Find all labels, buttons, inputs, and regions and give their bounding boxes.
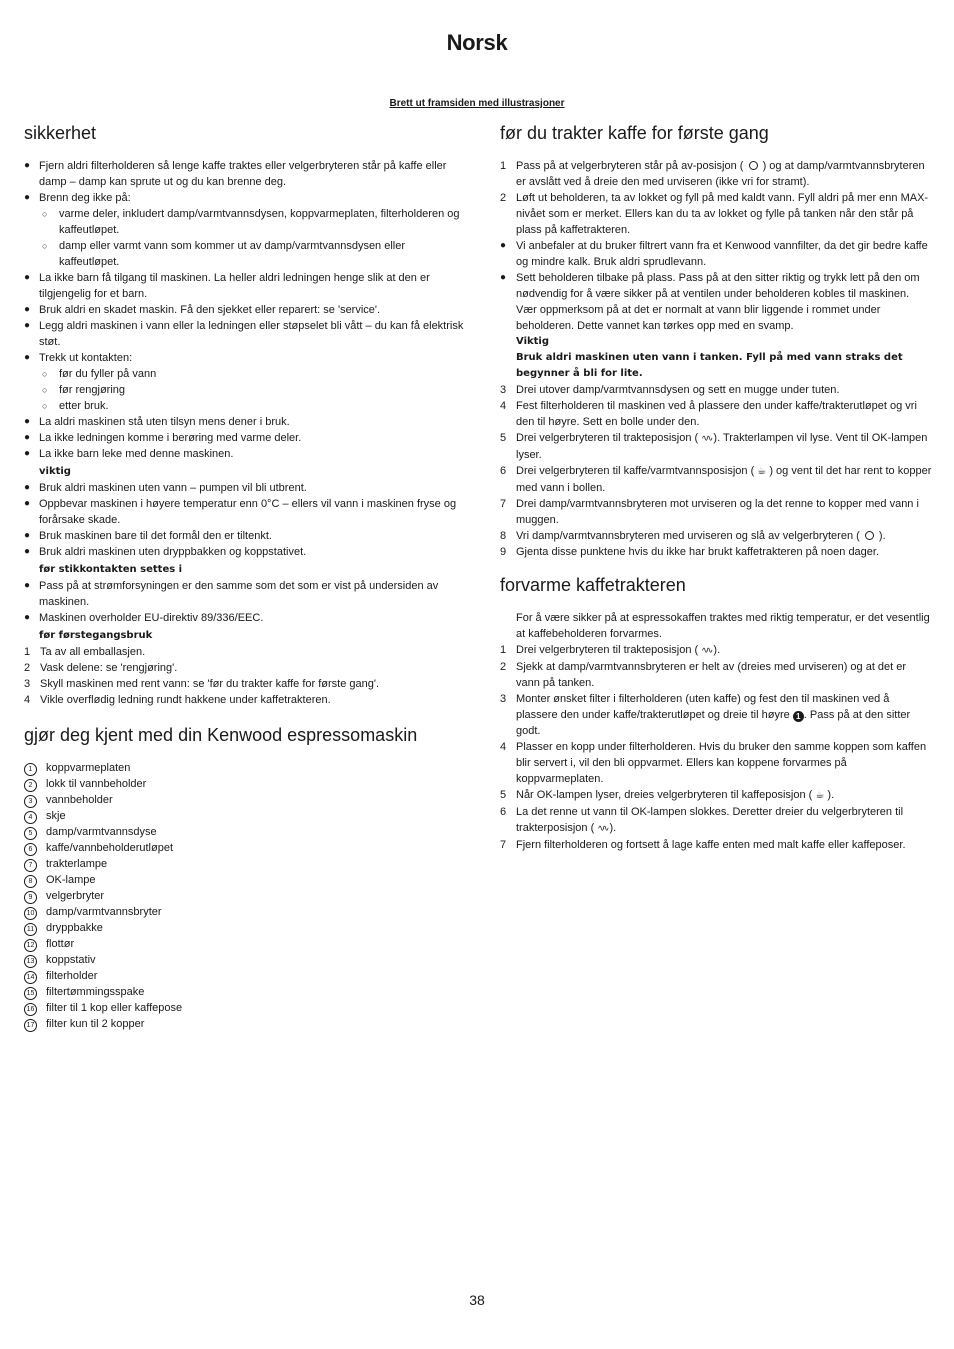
part-item xyxy=(24,824,464,840)
part-number xyxy=(24,872,46,888)
part-label: filter til 1 kop eller kaffepose xyxy=(46,1002,183,1014)
part-item xyxy=(24,792,464,808)
step-number: 5 xyxy=(500,432,507,444)
item-text: Drei velgerbryteren til trakteposisjon ( ∿∿ ). xyxy=(516,642,932,659)
list-item xyxy=(500,528,932,544)
item-text: Brenn deg ikke på: xyxy=(39,192,131,204)
part-label: filterholder xyxy=(46,970,98,982)
list-item xyxy=(24,206,464,238)
part-number-circle: 9 xyxy=(24,891,37,904)
step-number: 3 xyxy=(500,693,507,705)
subheading: før førstegangsbruk xyxy=(39,630,153,641)
item-text: Fest filterholderen til maskinen ved å plassere den under kaffe/trakterutløpet og vri den til høyre. Sett en bolle under den. xyxy=(516,400,917,428)
part-label: lokk til vannbeholder xyxy=(46,778,147,790)
list-item xyxy=(24,480,464,496)
item-text: Drei utover damp/varmtvannsdysen og sett en mugge under tuten. xyxy=(516,384,840,396)
part-label: OK-lampe xyxy=(46,874,96,886)
list-item xyxy=(500,190,932,238)
coffee-position-icon: ☕ xyxy=(757,466,767,477)
step-number: 7 xyxy=(500,498,507,510)
part-number xyxy=(24,952,46,968)
part-number xyxy=(24,888,46,904)
list-item xyxy=(500,691,932,739)
first-use-section xyxy=(500,120,932,560)
list-item xyxy=(500,270,932,302)
part-label: filtertømmingsspake xyxy=(46,986,145,998)
left-column xyxy=(24,120,464,1032)
safety-section xyxy=(24,120,464,708)
step-number: 2 xyxy=(500,661,507,673)
first-use-heading: før du trakter kaffe for første gang xyxy=(500,123,769,143)
preheat-section xyxy=(500,572,932,853)
bullet-icon: ● xyxy=(24,416,31,427)
step-one-icon: 1 xyxy=(793,711,804,722)
list-item xyxy=(500,787,932,804)
item-text: Fjern filterholderen og fortsett å lage kaffe enten med malt kaffe eller kaffeposer. xyxy=(516,839,906,851)
part-number xyxy=(24,968,46,984)
item-text: Når OK-lampen lyser, dreies velgerbryteren til kaffeposisjon ( ☕ ). xyxy=(516,787,932,804)
part-number-circle: 8 xyxy=(24,875,37,888)
part-number xyxy=(24,840,46,856)
item-text: Bruk aldri maskinen uten dryppbakken og koppstativet. xyxy=(39,546,307,558)
step-number: 1 xyxy=(500,644,507,656)
parts-list xyxy=(24,760,464,1032)
list-item xyxy=(24,496,464,528)
bullet-icon: ● xyxy=(24,580,31,591)
part-number xyxy=(24,808,46,824)
part-number-circle: 6 xyxy=(24,843,37,856)
item-text: Maskinen overholder EU-direktiv 89/336/EEC. xyxy=(39,612,264,624)
part-item xyxy=(24,952,464,968)
item-text: La ikke barn få tilgang til maskinen. La heller aldri ledningen henge slik at den er tilgjengelig for et barn. xyxy=(39,272,430,300)
part-number xyxy=(24,760,46,776)
list-item xyxy=(24,350,464,366)
item-text: For å være sikker på at espressokaffen traktes med riktig temperatur, er det vesentlig at kaffebeholderen forvarmes. xyxy=(516,612,930,640)
item-text: Vær oppmerksom på at det er normalt at vann blir liggende i rommet under beholderen. Dette vannet kan tørkes opp med en svamp. xyxy=(516,304,881,332)
step-number: 3 xyxy=(500,384,507,396)
item-text: damp eller varmt vann som kommer ut av damp/varmtvannsdysen eller kaffeutløpet. xyxy=(59,240,406,268)
part-number xyxy=(24,792,46,808)
part-item xyxy=(24,984,464,1000)
list-item xyxy=(24,430,464,446)
part-item xyxy=(24,840,464,856)
bullet-icon: ● xyxy=(24,192,31,203)
part-item xyxy=(24,776,464,792)
brew-position-icon: ∿∿ xyxy=(597,824,607,834)
item-text: Skyll maskinen med rent vann: se 'før du trakter kaffe for første gang'. xyxy=(40,678,380,690)
step-number: 4 xyxy=(24,694,31,706)
bullet-icon: ● xyxy=(24,448,31,459)
part-number xyxy=(24,856,46,872)
item-text: Legg aldri maskinen i vann eller la ledningen eller støpselet bli vått – du kan få elektrisk støt. xyxy=(39,320,464,348)
part-label: damp/varmtvannsdyse xyxy=(46,826,157,838)
circle-bullet-icon: ○ xyxy=(42,401,48,411)
part-label: flottør xyxy=(46,938,75,950)
step-number: 2 xyxy=(24,662,31,674)
part-number-circle: 15 xyxy=(24,987,37,1000)
step-number: 1 xyxy=(24,646,31,658)
subheading: viktig xyxy=(39,466,71,477)
list-item xyxy=(500,837,932,853)
part-label: koppvarmeplaten xyxy=(46,762,131,774)
item-text: Bruk aldri maskinen uten vann – pumpen vil bli utbrent. xyxy=(39,482,307,494)
part-number xyxy=(24,936,46,952)
list-item xyxy=(24,414,464,430)
part-item xyxy=(24,936,464,952)
list-item xyxy=(24,190,464,206)
item-text: Oppbevar maskinen i høyere temperatur enn 0°C – ellers vil vann i maskinen fryse og forårsake skade. xyxy=(39,498,457,526)
list-item xyxy=(24,676,464,692)
bullet-icon: ● xyxy=(24,498,31,509)
item-text: Sett beholderen tilbake på plass. Pass på at den sitter riktig og trykk lett på den om nødvendig for å være sikker på at ventilen under beholderen kobles til maskinen. xyxy=(516,272,920,300)
item-text: før rengjøring xyxy=(59,384,126,396)
subheading: før stikkontakten settes i xyxy=(39,564,183,575)
circle-bullet-icon: ○ xyxy=(42,369,48,379)
off-position-icon xyxy=(749,161,758,170)
list-item xyxy=(500,610,932,642)
step-number: 4 xyxy=(500,400,507,412)
step-number: 1 xyxy=(500,160,507,172)
item-text: Monter ønsket filter i filterholderen (uten kaffe) og fest den til maskinen ved å plassere den under kaffe/trakterutløpet og dreie til høyre 1 . Pass på at den sitter godt. xyxy=(516,693,911,737)
bullet-icon: ● xyxy=(24,530,31,541)
part-number-circle: 12 xyxy=(24,939,37,952)
list-item xyxy=(24,610,464,626)
part-item xyxy=(24,872,464,888)
list-item xyxy=(24,660,464,676)
part-label: damp/varmtvannsbryter xyxy=(46,906,162,918)
item-text: Plasser en kopp under filterholderen. Hvis du bruker den samme koppen som kaffen blir servert i, vil den bli oppvarmet. Ellers kan koppene forvarmes på koppvarmeplaten. xyxy=(516,741,927,785)
part-number-circle: 4 xyxy=(24,811,37,824)
list-item xyxy=(24,302,464,318)
page-title: Norsk xyxy=(446,30,508,55)
list-item xyxy=(500,496,932,528)
circle-bullet-icon: ○ xyxy=(42,209,48,219)
item-text: Pass på at velgerbryteren står på av-posisjon ( ) og at damp/varmtvannsbryteren er avslått ved å dreie den med urviseren (ikke vri for stramt). xyxy=(516,160,925,188)
brew-position-icon: ∿∿ xyxy=(701,646,711,656)
part-item xyxy=(24,1016,464,1032)
list-item xyxy=(500,382,932,398)
bullet-icon: ● xyxy=(24,160,31,171)
list-item xyxy=(24,238,464,270)
safety-heading: sikkerhet xyxy=(24,123,97,143)
part-number xyxy=(24,1000,46,1016)
item-text: Vikle overflødig ledning rundt hakkene under kaffetrakteren. xyxy=(40,694,331,706)
bullet-icon: ● xyxy=(500,240,507,251)
list-item xyxy=(500,544,932,560)
bullet-icon: ● xyxy=(24,272,31,283)
item-text: Løft ut beholderen, ta av lokket og fyll på med kaldt vann. Fyll aldri på mer enn MAX-nivået som er merket. Ellers kan du ta av lokket og fylle på tanken når den står på plass på kaffetrakteren. xyxy=(516,192,929,236)
list-item xyxy=(24,382,464,398)
step-number: 6 xyxy=(500,465,507,477)
item-text: La aldri maskinen stå uten tilsyn mens dener i bruk. xyxy=(39,416,290,428)
part-number xyxy=(24,776,46,792)
step-number: 3 xyxy=(24,678,31,690)
list-item xyxy=(24,270,464,302)
list-item xyxy=(500,238,932,270)
item-text: varme deler, inkludert damp/varmtvannsdysen, koppvarmeplaten, filterholderen og kaffeutløpet. xyxy=(59,208,460,236)
item-text: Drei velgerbryteren til trakteposisjon ( ∿∿ ). Trakterlampen vil lyse. Vent til OK-lampen lyser. xyxy=(516,432,928,461)
item-text: Pass på at strømforsyningen er den samme som det som er vist på undersiden av maskinen. xyxy=(39,580,439,608)
parts-heading: gjør deg kjent med din Kenwood espressomaskin xyxy=(24,725,418,745)
part-number xyxy=(24,920,46,936)
item-text: Bruk aldri maskinen uten vann i tanken. Fyll på med vann straks det begynner å bli for lite. xyxy=(516,352,903,379)
part-number-circle: 10 xyxy=(24,907,37,920)
off-position-icon xyxy=(865,531,874,540)
coffee-position-icon: ☕ xyxy=(815,790,825,801)
list-item xyxy=(500,302,932,334)
list-item xyxy=(500,739,932,787)
circle-bullet-icon: ○ xyxy=(42,241,48,251)
item-text: Bruk aldri en skadet maskin. Få den sjekket eller reparert: se 'service'. xyxy=(39,304,381,316)
part-item xyxy=(24,920,464,936)
item-text: La ikke barn leke med denne maskinen. xyxy=(39,448,234,460)
list-item xyxy=(24,578,464,610)
list-item xyxy=(500,350,932,382)
item-text: La det renne ut vann til OK-lampen slokkes. Deretter dreier du velgerbryteren til trakterposisjon ( ∿∿ ). xyxy=(516,804,932,837)
part-label: kaffe/vannbeholderutløpet xyxy=(46,842,173,854)
step-number: 2 xyxy=(500,192,507,204)
parts-section xyxy=(24,722,464,1032)
list-item xyxy=(500,398,932,430)
bullet-icon: ● xyxy=(24,304,31,315)
part-number xyxy=(24,824,46,840)
first-use-list xyxy=(500,158,932,560)
part-label: skje xyxy=(46,810,66,822)
part-number-circle: 16 xyxy=(24,1003,37,1016)
part-item xyxy=(24,888,464,904)
list-item xyxy=(24,446,464,462)
item-text: Drei velgerbryteren til kaffe/varmtvannsposisjon ( ☕ ) og vent til det har rent to kopper med vann i bollen. xyxy=(516,465,932,494)
part-number xyxy=(24,1016,46,1032)
step-number: 7 xyxy=(500,839,507,851)
list-item xyxy=(500,158,932,190)
part-label: velgerbryter xyxy=(46,890,105,902)
part-number xyxy=(24,984,46,1000)
item-text: Bruk maskinen bare til det formål den er tiltenkt. xyxy=(39,530,272,542)
item-text: Vi anbefaler at du bruker filtrert vann fra et Kenwood vannfilter, da det gir bedre kaffe og mindre kalk. Bruk aldri sprudlevann. xyxy=(516,240,928,268)
item-text: Ta av all emballasjen. xyxy=(40,646,146,658)
bullet-icon: ● xyxy=(24,432,31,443)
part-number-circle: 17 xyxy=(24,1019,37,1032)
circle-bullet-icon: ○ xyxy=(42,385,48,395)
part-number-circle: 2 xyxy=(24,779,37,792)
list-item xyxy=(24,366,464,382)
step-number: 8 xyxy=(500,530,507,542)
list-item xyxy=(24,158,464,190)
bullet-icon: ● xyxy=(24,612,31,623)
bullet-icon: ● xyxy=(24,320,31,331)
part-item xyxy=(24,1000,464,1016)
list-item xyxy=(24,644,464,660)
page-number: 38 xyxy=(469,1292,485,1308)
item-text: før du fyller på vann xyxy=(59,368,157,380)
part-label: vannbeholder xyxy=(46,794,113,806)
part-label: koppstativ xyxy=(46,954,96,966)
item-text: La ikke ledningen komme i berøring med varme deler. xyxy=(39,432,302,444)
item-text: Gjenta disse punktene hvis du ikke har brukt kaffetrakteren på noen dager. xyxy=(516,546,880,558)
brew-position-icon: ∿∿ xyxy=(701,434,711,444)
list-item xyxy=(24,544,464,560)
item-text: etter bruk. xyxy=(59,400,109,412)
part-item xyxy=(24,760,464,776)
part-number-circle: 11 xyxy=(24,923,37,936)
part-number-circle: 7 xyxy=(24,859,37,872)
list-item xyxy=(24,318,464,350)
safety-list xyxy=(24,158,464,708)
bullet-icon: ● xyxy=(24,546,31,557)
list-item xyxy=(24,692,464,708)
part-item xyxy=(24,808,464,824)
item-text: Vri damp/varmtvannsbryteren med urviseren og slå av velgerbryteren ( ). xyxy=(516,530,886,542)
item-text: Drei damp/varmtvannsbryteren mot urviseren og la det renne to kopper med vann i muggen. xyxy=(516,498,919,526)
list-item xyxy=(500,642,932,659)
bullet-icon: ● xyxy=(24,352,31,363)
part-number-circle: 1 xyxy=(24,763,37,776)
list-item xyxy=(500,463,932,496)
part-number-circle: 3 xyxy=(24,795,37,808)
bullet-icon: ● xyxy=(24,482,31,493)
subtitle: Brett ut framsiden med illustrasjoner xyxy=(389,98,565,109)
right-column xyxy=(500,120,932,853)
step-number: 6 xyxy=(500,806,507,818)
item-text: Vask delene: se 'rengjøring'. xyxy=(40,662,178,674)
list-item xyxy=(500,804,932,837)
part-label: trakterlampe xyxy=(46,858,108,870)
part-item xyxy=(24,856,464,872)
part-number-circle: 5 xyxy=(24,827,37,840)
preheat-heading: forvarme kaffetrakteren xyxy=(500,575,686,595)
step-number: 5 xyxy=(500,789,507,801)
item-text: Trekk ut kontakten: xyxy=(39,352,133,364)
part-number-circle: 13 xyxy=(24,955,37,968)
list-item xyxy=(500,659,932,691)
item-text: Fjern aldri filterholderen så lenge kaffe traktes eller velgerbryteren står på kaffe eller damp – damp kan sprute ut og du kan brenne deg. xyxy=(39,160,447,188)
step-number: 4 xyxy=(500,741,507,753)
list-item xyxy=(24,398,464,414)
part-label: filter kun til 2 kopper xyxy=(46,1018,145,1030)
list-item xyxy=(24,528,464,544)
part-number-circle: 14 xyxy=(24,971,37,984)
item-text: Sjekk at damp/varmtvannsbryteren er helt av (dreies med urviseren) og at det er vann på tanken. xyxy=(516,661,907,689)
item-text: Viktig xyxy=(516,336,550,347)
list-item xyxy=(500,334,932,350)
list-item xyxy=(500,430,932,463)
bullet-icon: ● xyxy=(500,272,507,283)
part-label: dryppbakke xyxy=(46,922,103,934)
part-item xyxy=(24,968,464,984)
preheat-list xyxy=(500,610,932,853)
part-item xyxy=(24,904,464,920)
step-number: 9 xyxy=(500,546,507,558)
part-number xyxy=(24,904,46,920)
